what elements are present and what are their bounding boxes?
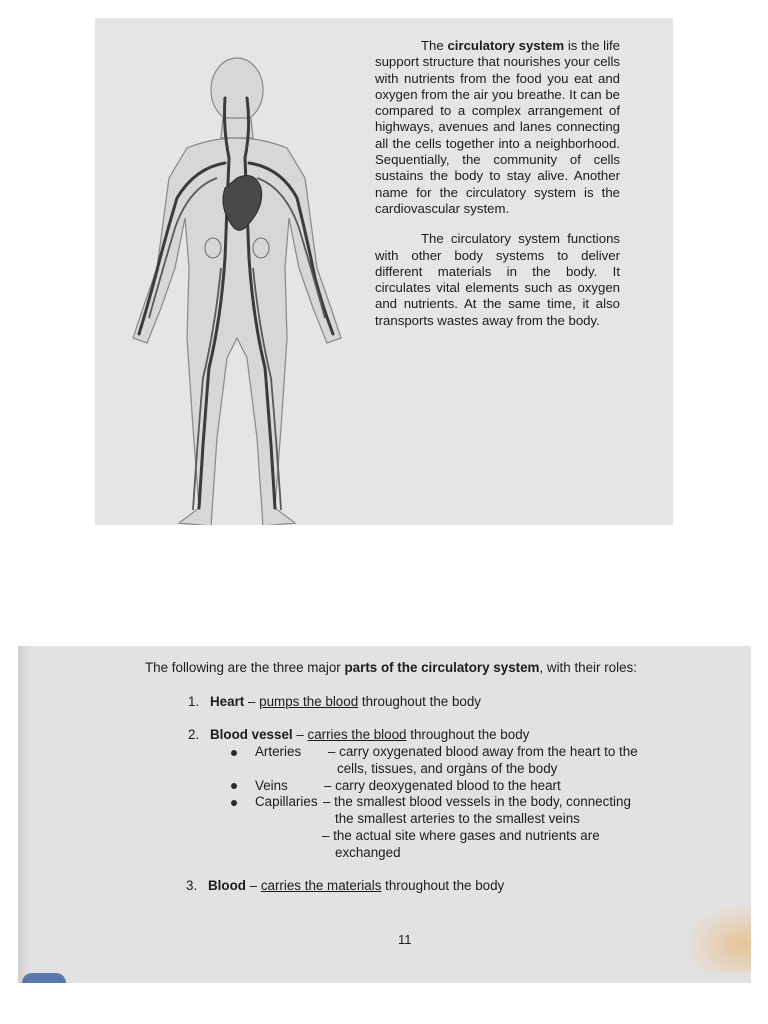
list-item-blood: 3. Blood – carries the materials throughout the body	[186, 878, 505, 893]
circulatory-system-illustration	[105, 38, 365, 525]
page-number: 11	[398, 932, 412, 947]
page-scan-bottom	[18, 646, 751, 983]
vessel-desc-arteries-2: cells, tissues, and orgàns of the body	[337, 761, 558, 776]
paragraph-circulatory-definition: The circulatory system is the life support structure that nourishes your cells with nutrients from the food you eat and oxygen from the air you breathe. It can be compared to a complex arrangement of highways, avenues and lanes connecting all the cells together into a neighborhood. Sequentially, the community of cells sustains the body to stay alive. Another name for the circulatory system is the cardiovascular system.	[375, 38, 620, 216]
vessel-desc-arteries-1: – carry oxygenated blood away from the heart to the	[328, 744, 638, 759]
bullet	[231, 800, 237, 806]
vessel-desc-capillaries-1: – the smallest blood vessels in the body, connecting	[323, 794, 631, 809]
vessel-desc-capillaries-4: exchanged	[335, 845, 401, 860]
vessel-desc-capillaries-2: the smallest arteries to the smallest veins	[335, 811, 580, 826]
vessel-name-capillaries: Capillaries	[255, 794, 318, 809]
list-item-blood-vessel: 2. Blood vessel – carries the blood throughout the body	[188, 727, 530, 742]
intro-text	[375, 38, 620, 343]
list-item-heart: 1. Heart – pumps the blood throughout the body	[188, 694, 481, 709]
vessel-name-arteries: Arteries	[255, 744, 302, 759]
page-edge-shadow	[18, 646, 30, 983]
vessel-desc-capillaries-3: – the actual site where gases and nutrients are	[322, 828, 600, 843]
binder-mark	[22, 973, 66, 983]
term-circulatory-system: circulatory system	[447, 38, 565, 53]
bullet	[231, 750, 237, 756]
bullet	[231, 783, 237, 789]
vessel-name-veins: Veins	[255, 778, 288, 793]
paragraph-circulatory-function: The circulatory system functions with other body systems to deliver different materials in the body. It circulates vital elements such as oxygen and nutrients. At the same time, it also transports wastes away from the body.	[375, 231, 620, 328]
parts-intro: The following are the three major parts of the circulatory system, with their roles:	[145, 660, 637, 675]
paper-stain	[681, 903, 751, 973]
page-scan-top	[95, 18, 673, 525]
vessel-desc-veins: – carry deoxygenated blood to the heart	[324, 778, 561, 793]
